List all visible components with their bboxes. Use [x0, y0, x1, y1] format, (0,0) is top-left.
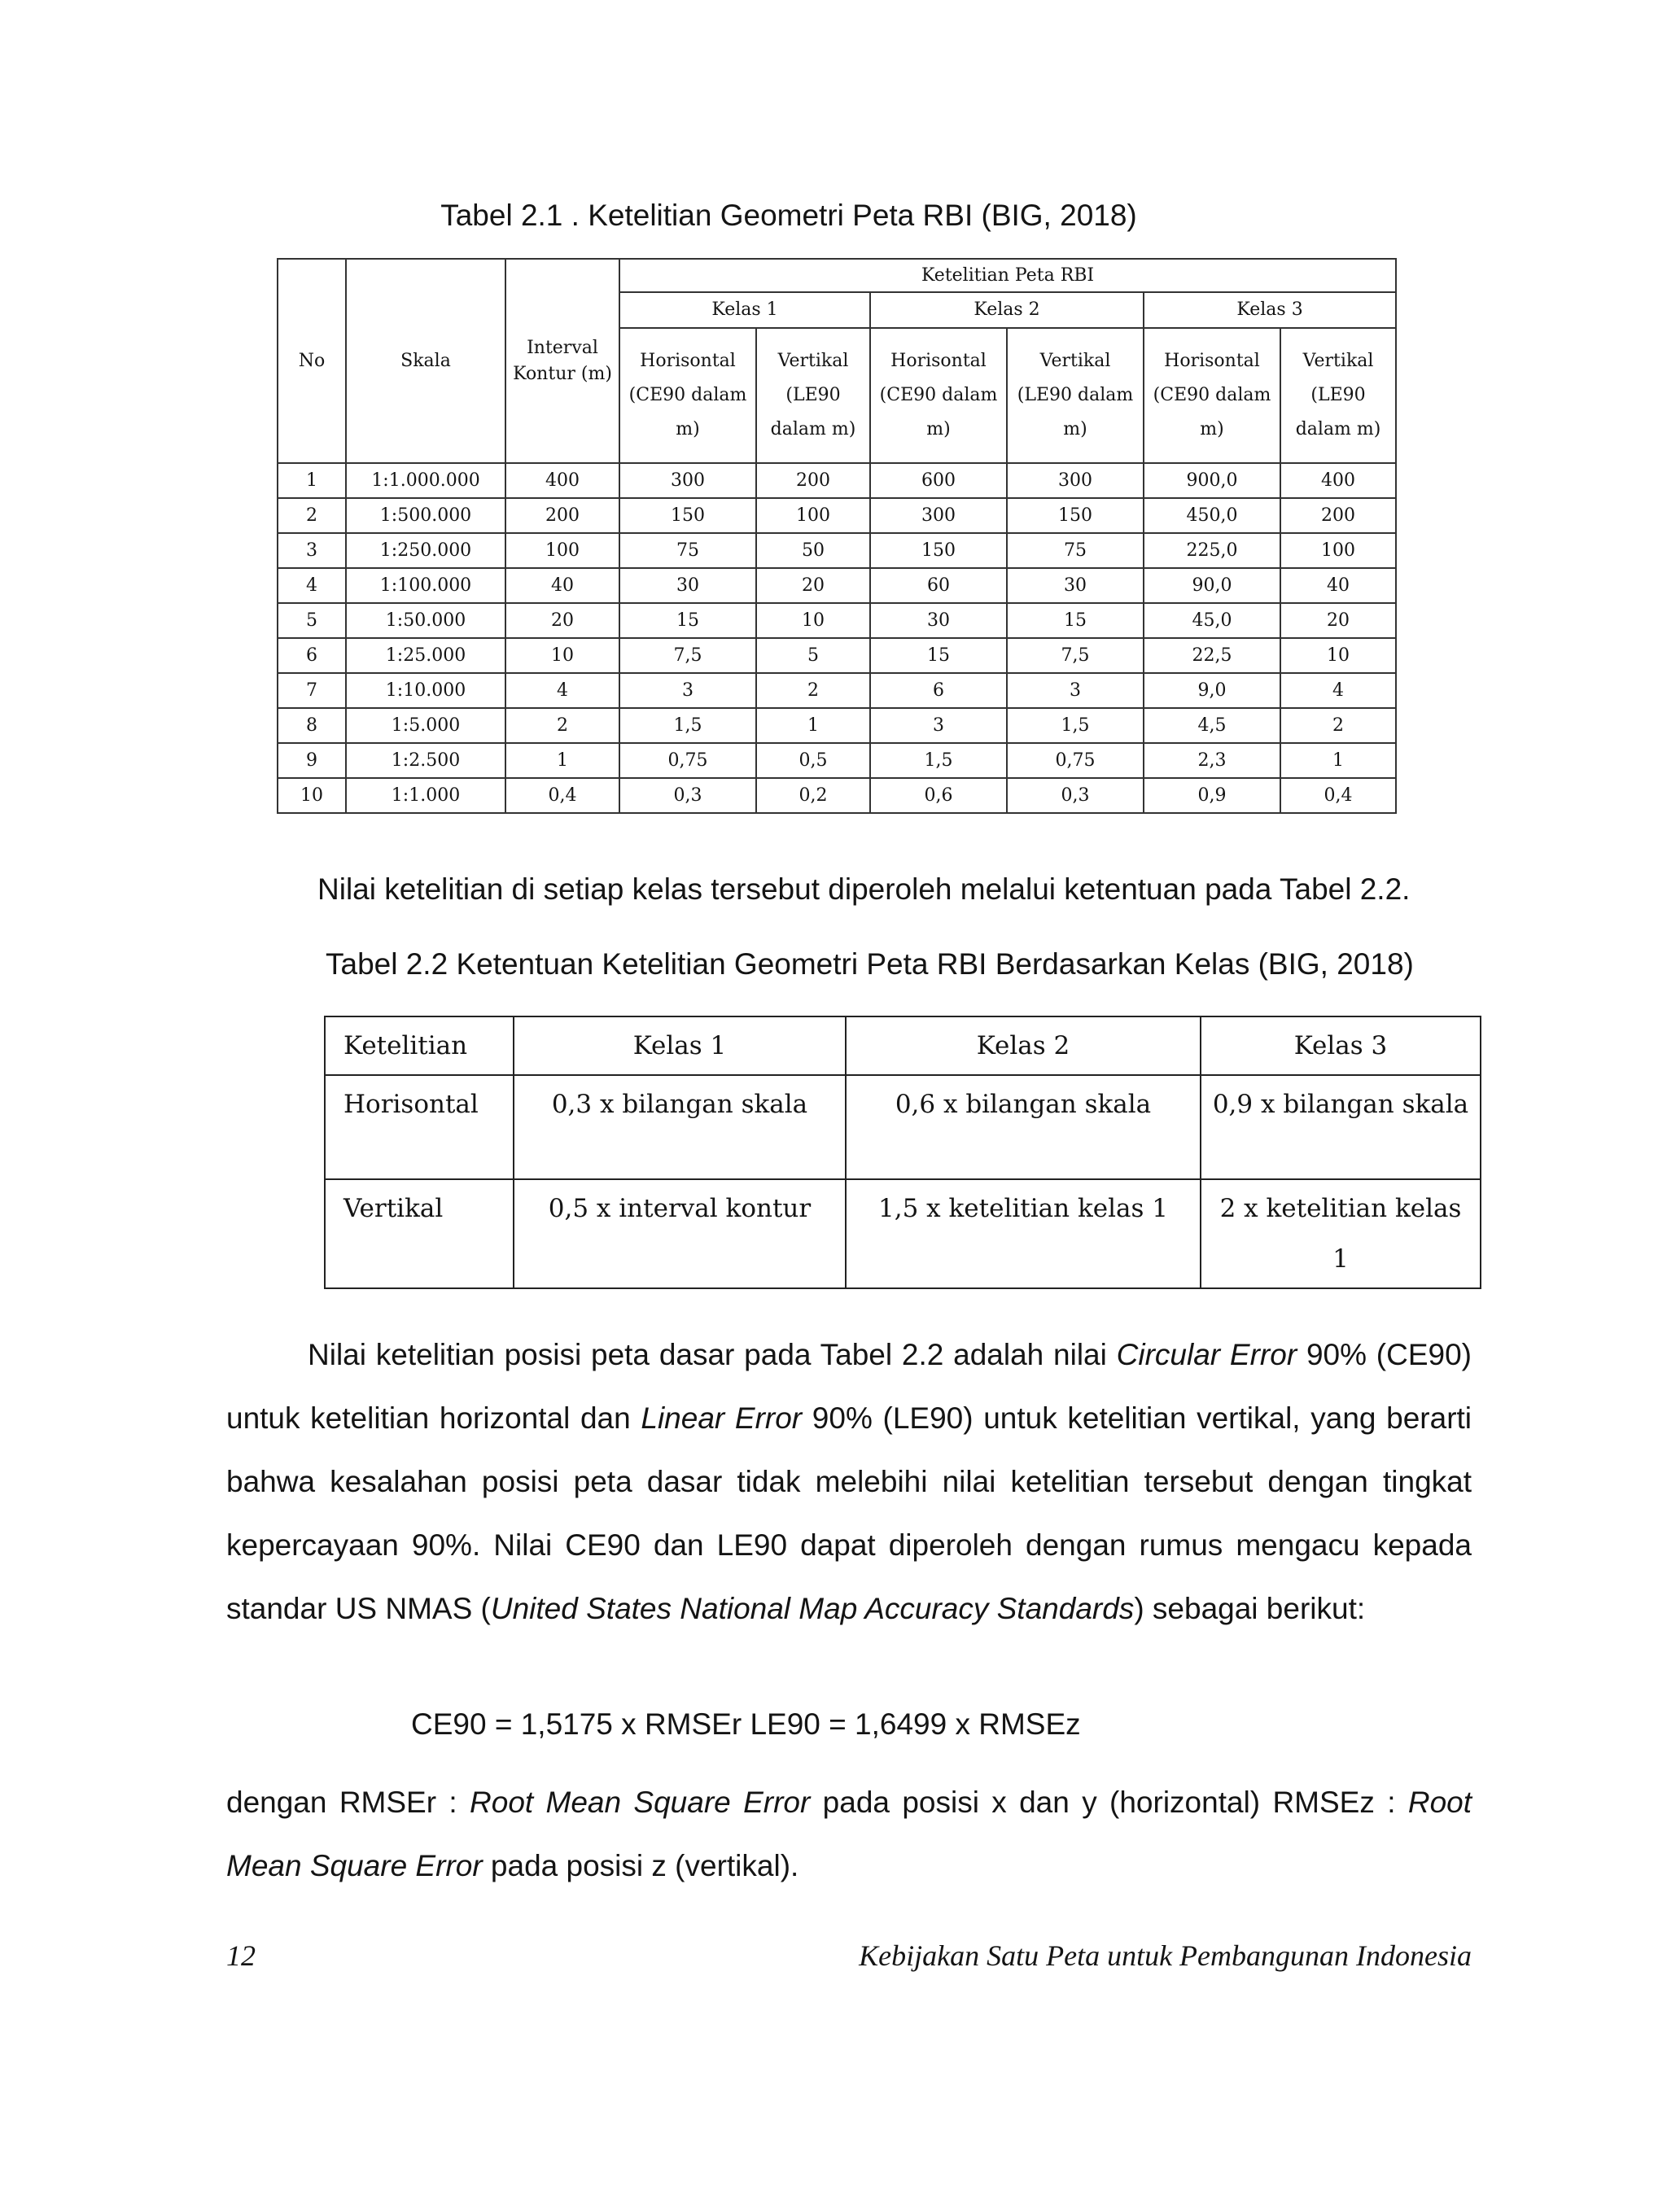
table-cell: 0,75 — [619, 743, 756, 778]
t2-row-horisontal-kelas1: 0,3 x bilangan skala — [514, 1075, 846, 1179]
table-cell: 0,6 — [870, 778, 1007, 813]
header-interval: Interval Kontur (m) — [505, 259, 619, 463]
table-cell: 75 — [619, 533, 756, 568]
header-kelas3: Kelas 3 — [1144, 292, 1396, 328]
table-cell: 0,9 — [1144, 778, 1280, 813]
table-cell: 6 — [870, 673, 1007, 708]
table-cell: 2 — [1280, 708, 1396, 743]
table-cell: 1:250.000 — [346, 533, 505, 568]
t2-header-kelas1: Kelas 1 — [514, 1016, 846, 1075]
table-cell: 10 — [756, 603, 870, 638]
table-cell: 300 — [1007, 463, 1144, 498]
table-cell: 1:10.000 — [346, 673, 505, 708]
table-cell: 20 — [756, 568, 870, 603]
p2-text-2: pada posisi x dan y (horizontal) RMSEz : — [810, 1786, 1408, 1819]
table-row — [278, 708, 1396, 743]
table-cell: 0,3 — [1007, 778, 1144, 813]
t2-row-horisontal-label: Horisontal — [325, 1075, 514, 1179]
header-skala: Skala — [346, 259, 505, 463]
table-cell: 200 — [1280, 498, 1396, 533]
t2-row-horisontal-kelas3: 0,9 x bilangan skala — [1201, 1075, 1481, 1179]
table1-caption: Tabel 2.1 . Ketelitian Geometri Peta RBI (BIG, 2018) — [440, 199, 1137, 232]
header-k1-horisontal: Horisontal (CE90 dalam m) — [619, 328, 756, 463]
t2-header-kelas2: Kelas 2 — [846, 1016, 1201, 1075]
table-cell: 75 — [1007, 533, 1144, 568]
table-cell: 1:1.000 — [346, 778, 505, 813]
p1-italic-nmas: United States National Map Accuracy Standards — [490, 1592, 1135, 1625]
p1-text-2: 90% (CE90) untuk ketelitian horizontal dan — [226, 1338, 1472, 1435]
header-k1-vertikal: Vertikal (LE90 dalam m) — [756, 328, 870, 463]
table-cell: 22,5 — [1144, 638, 1280, 673]
p2-italic-rmse-2: Root Mean Square Error — [226, 1786, 1472, 1882]
t2-row-vertikal-kelas2: 1,5 x ketelitian kelas 1 — [846, 1179, 1201, 1288]
table-cell: 225,0 — [1144, 533, 1280, 568]
table-cell: 0,75 — [1007, 743, 1144, 778]
table-cell: 0,2 — [756, 778, 870, 813]
accuracy-table — [277, 258, 1397, 814]
table-cell: 8 — [278, 708, 346, 743]
table-cell: 300 — [619, 463, 756, 498]
table-cell: 40 — [505, 568, 619, 603]
table-cell: 3 — [619, 673, 756, 708]
table-cell: 200 — [756, 463, 870, 498]
p2-text-3: pada posisi z (vertikal). — [482, 1849, 799, 1882]
table-note: Nilai ketelitian di setiap kelas tersebut diperoleh melalui ketentuan pada Tabel 2.2. — [317, 872, 1411, 906]
table-row — [278, 638, 1396, 673]
page-number: 12 — [226, 1939, 256, 1972]
table-cell: 15 — [1007, 603, 1144, 638]
footer-book-title: Kebijakan Satu Peta untuk Pembangunan Indonesia — [859, 1939, 1472, 1972]
t2-row-vertikal-kelas3: 2 x ketelitian kelas 1 — [1201, 1179, 1481, 1288]
table-cell: 1:500.000 — [346, 498, 505, 533]
table-cell: 0,4 — [1280, 778, 1396, 813]
table-cell: 20 — [505, 603, 619, 638]
table-cell: 10 — [505, 638, 619, 673]
table-cell: 2 — [278, 498, 346, 533]
table-cell: 2 — [756, 673, 870, 708]
table-cell: 1 — [756, 708, 870, 743]
paragraph-rmse — [226, 1771, 1472, 1898]
table-cell: 150 — [619, 498, 756, 533]
table-cell: 100 — [756, 498, 870, 533]
table-cell: 10 — [278, 778, 346, 813]
table-cell: 30 — [870, 603, 1007, 638]
table-row — [278, 463, 1396, 498]
header-no: No — [278, 259, 346, 463]
table-cell: 4,5 — [1144, 708, 1280, 743]
accuracy-table-body — [278, 463, 1396, 813]
table-cell: 1,5 — [870, 743, 1007, 778]
table-cell: 4 — [505, 673, 619, 708]
table-cell: 1 — [1280, 743, 1396, 778]
table-cell: 1 — [505, 743, 619, 778]
table-cell: 400 — [505, 463, 619, 498]
header-kelas1: Kelas 1 — [619, 292, 870, 328]
table-cell: 20 — [1280, 603, 1396, 638]
t2-header-ketelitian: Ketelitian — [325, 1016, 514, 1075]
table-cell: 0,3 — [619, 778, 756, 813]
table-cell: 6 — [278, 638, 346, 673]
table-cell: 90,0 — [1144, 568, 1280, 603]
table-cell: 7 — [278, 673, 346, 708]
header-k2-vertikal: Vertikal (LE90 dalam m) — [1007, 328, 1144, 463]
t2-row-vertikal-label: Vertikal — [325, 1179, 514, 1288]
table-cell: 60 — [870, 568, 1007, 603]
table-cell: 30 — [619, 568, 756, 603]
table-cell: 3 — [278, 533, 346, 568]
table-cell: 1,5 — [619, 708, 756, 743]
table-cell: 3 — [870, 708, 1007, 743]
t2-row-vertikal-kelas1: 0,5 x interval kontur — [514, 1179, 846, 1288]
table-cell: 200 — [505, 498, 619, 533]
table-cell: 300 — [870, 498, 1007, 533]
table-cell: 2,3 — [1144, 743, 1280, 778]
table-cell: 1:50.000 — [346, 603, 505, 638]
table-cell: 1:100.000 — [346, 568, 505, 603]
table-row — [278, 498, 1396, 533]
p1-italic-linear-error: Linear Error — [641, 1401, 803, 1435]
table-cell: 400 — [1280, 463, 1396, 498]
table-cell: 1:1.000.000 — [346, 463, 505, 498]
table-cell: 15 — [619, 603, 756, 638]
table-cell: 150 — [1007, 498, 1144, 533]
p1-text-4: ) sebagai berikut: — [1134, 1592, 1366, 1625]
table-cell: 7,5 — [619, 638, 756, 673]
table-cell: 4 — [1280, 673, 1396, 708]
table-cell: 9,0 — [1144, 673, 1280, 708]
t2-row-horisontal-kelas2: 0,6 x bilangan skala — [846, 1075, 1201, 1179]
table-cell: 1,5 — [1007, 708, 1144, 743]
table-cell: 100 — [1280, 533, 1396, 568]
table-cell: 0,4 — [505, 778, 619, 813]
p1-text-1: Nilai ketelitian posisi peta dasar pada Tabel 2.2 adalah nilai — [308, 1338, 1117, 1371]
table-row — [278, 743, 1396, 778]
p1-text-3: 90% (LE90) untuk ketelitian vertikal, yang berarti bahwa kesalahan posisi peta dasar tidak melebihi nilai ketelitian tersebut dengan tingkat kepercayaan 90%. Nilai CE90 dan LE90 dapat diperoleh dengan rumus mengacu kepada standar US NMAS ( — [226, 1401, 1472, 1625]
table-cell: 1 — [278, 463, 346, 498]
table-row — [278, 568, 1396, 603]
table-cell: 45,0 — [1144, 603, 1280, 638]
table-cell: 15 — [870, 638, 1007, 673]
table-row — [278, 603, 1396, 638]
table-cell: 2 — [505, 708, 619, 743]
table-cell: 5 — [278, 603, 346, 638]
header-k3-horisontal: Horisontal (CE90 dalam m) — [1144, 328, 1280, 463]
table-cell: 5 — [756, 638, 870, 673]
table-cell: 0,5 — [756, 743, 870, 778]
table-cell: 1:2.500 — [346, 743, 505, 778]
table-cell: 1:5.000 — [346, 708, 505, 743]
table-cell: 9 — [278, 743, 346, 778]
paragraph-ce90-le90 — [226, 1323, 1472, 1641]
table-cell: 30 — [1007, 568, 1144, 603]
table-cell: 10 — [1280, 638, 1396, 673]
table-cell: 50 — [756, 533, 870, 568]
t2-header-kelas3: Kelas 3 — [1201, 1016, 1481, 1075]
p2-italic-rmse-1: Root Mean Square Error — [470, 1786, 811, 1819]
p1-italic-circular-error: Circular Error — [1116, 1338, 1297, 1371]
header-group: Ketelitian Peta RBI — [619, 259, 1396, 292]
header-kelas2: Kelas 2 — [870, 292, 1144, 328]
table-cell: 1:25.000 — [346, 638, 505, 673]
table-cell: 3 — [1007, 673, 1144, 708]
formula: CE90 = 1,5175 x RMSEr LE90 = 1,6499 x RMSEz — [411, 1707, 1081, 1741]
class-rules-table — [324, 1016, 1481, 1289]
table-cell: 450,0 — [1144, 498, 1280, 533]
table2-caption: Tabel 2.2 Ketentuan Ketelitian Geometri Peta RBI Berdasarkan Kelas (BIG, 2018) — [326, 947, 1414, 981]
table-cell: 600 — [870, 463, 1007, 498]
table-cell: 100 — [505, 533, 619, 568]
p2-text-1: dengan RMSEr : — [226, 1786, 470, 1819]
table-row — [278, 778, 1396, 813]
table-cell: 7,5 — [1007, 638, 1144, 673]
table-cell: 150 — [870, 533, 1007, 568]
table-row — [278, 673, 1396, 708]
table-cell: 4 — [278, 568, 346, 603]
header-k3-vertikal: Vertikal (LE90 dalam m) — [1280, 328, 1396, 463]
table-row — [278, 533, 1396, 568]
table-cell: 40 — [1280, 568, 1396, 603]
table-cell: 900,0 — [1144, 463, 1280, 498]
header-k2-horisontal: Horisontal (CE90 dalam m) — [870, 328, 1007, 463]
